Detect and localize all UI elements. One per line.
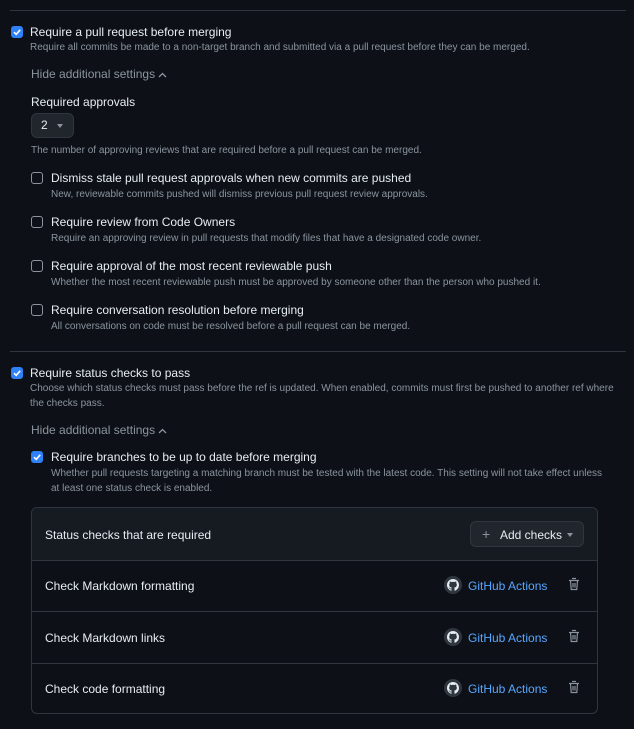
recent-push-description: Whether the most recent reviewable push must be approved by someone other than the person who pushed it. [51,277,541,288]
check-icon [32,452,42,462]
hide-settings-toggle-status[interactable] [31,423,167,437]
approvals-help-text: The number of approving reviews that are required before a pull request can be merged. [31,145,422,156]
github-actions-link[interactable]: GitHub Actions [468,682,548,696]
required-approvals-select[interactable] [31,113,74,138]
status-checks-title: Require status checks to pass [30,366,191,380]
up-to-date-description: Whether pull requests targeting a matching branch must be tested with the latest code. This setting will not take effect unless at least one status check is enabled. [51,468,603,494]
require-pr-checkbox[interactable] [11,26,23,38]
check-icon [12,27,22,37]
toggle-label: Hide additional settings [31,423,156,437]
conversation-resolution-checkbox[interactable] [31,304,43,316]
top-divider [10,10,626,11]
toggle-label: Hide additional settings [31,67,156,81]
github-icon [444,628,462,646]
panel-title: Status checks that are required [45,528,212,542]
status-checks-checkbox[interactable] [11,367,23,379]
dismiss-stale-title: Dismiss stale pull request approvals when new commits are pushed [51,171,412,185]
github-icon [444,679,462,697]
panel-header [32,508,597,561]
plus-icon: + [482,526,491,542]
code-owners-checkbox[interactable] [31,216,43,228]
code-owners-description: Require an approving review in pull requests that modify files that have a designated code owner. [51,233,482,244]
caret-down-icon [57,124,63,128]
dismiss-stale-checkbox[interactable] [31,172,43,184]
required-checks-panel [31,507,598,714]
trash-icon[interactable] [568,629,580,643]
github-actions-link[interactable]: GitHub Actions [468,631,548,645]
caret-down-icon [567,533,573,537]
check-icon [12,368,22,378]
check-name: Check code formatting [45,682,166,696]
section-divider [10,351,626,352]
check-row [32,663,597,714]
code-owners-title: Require review from Code Owners [51,215,236,229]
hide-settings-toggle-pr[interactable] [31,67,167,81]
recent-push-title: Require approval of the most recent reviewable push [51,259,332,273]
github-icon [444,576,462,594]
conversation-resolution-description: All conversations on code must be resolved before a pull request can be merged. [51,321,411,332]
status-checks-description: Choose which status checks must pass before the ref is updated. When enabled, commits must first be pushed to another ref where the checks pass. [30,383,614,409]
up-to-date-title: Require branches to be up to date before merging [51,450,317,464]
required-approvals-value: 2 [41,118,48,132]
dismiss-stale-description: New, reviewable commits pushed will dismiss previous pull request review approvals. [51,189,428,200]
check-row [32,612,597,664]
add-checks-label: Add checks [500,528,563,542]
chevron-up-icon [158,72,167,78]
trash-icon[interactable] [568,577,580,591]
required-approvals-label: Required approvals [31,95,136,109]
conversation-resolution-title: Require conversation resolution before merging [51,303,304,317]
check-row [32,560,597,612]
check-name: Check Markdown formatting [45,579,195,593]
recent-push-checkbox[interactable] [31,260,43,272]
chevron-up-icon [158,428,167,434]
add-checks-button[interactable] [470,521,584,547]
up-to-date-checkbox[interactable] [31,451,43,463]
github-actions-link[interactable]: GitHub Actions [468,579,548,593]
require-pr-title: Require a pull request before merging [30,25,232,39]
require-pr-description: Require all commits be made to a non-target branch and submitted via a pull request before they can be merged. [30,42,530,53]
check-name: Check Markdown links [45,631,166,645]
trash-icon[interactable] [568,680,580,694]
